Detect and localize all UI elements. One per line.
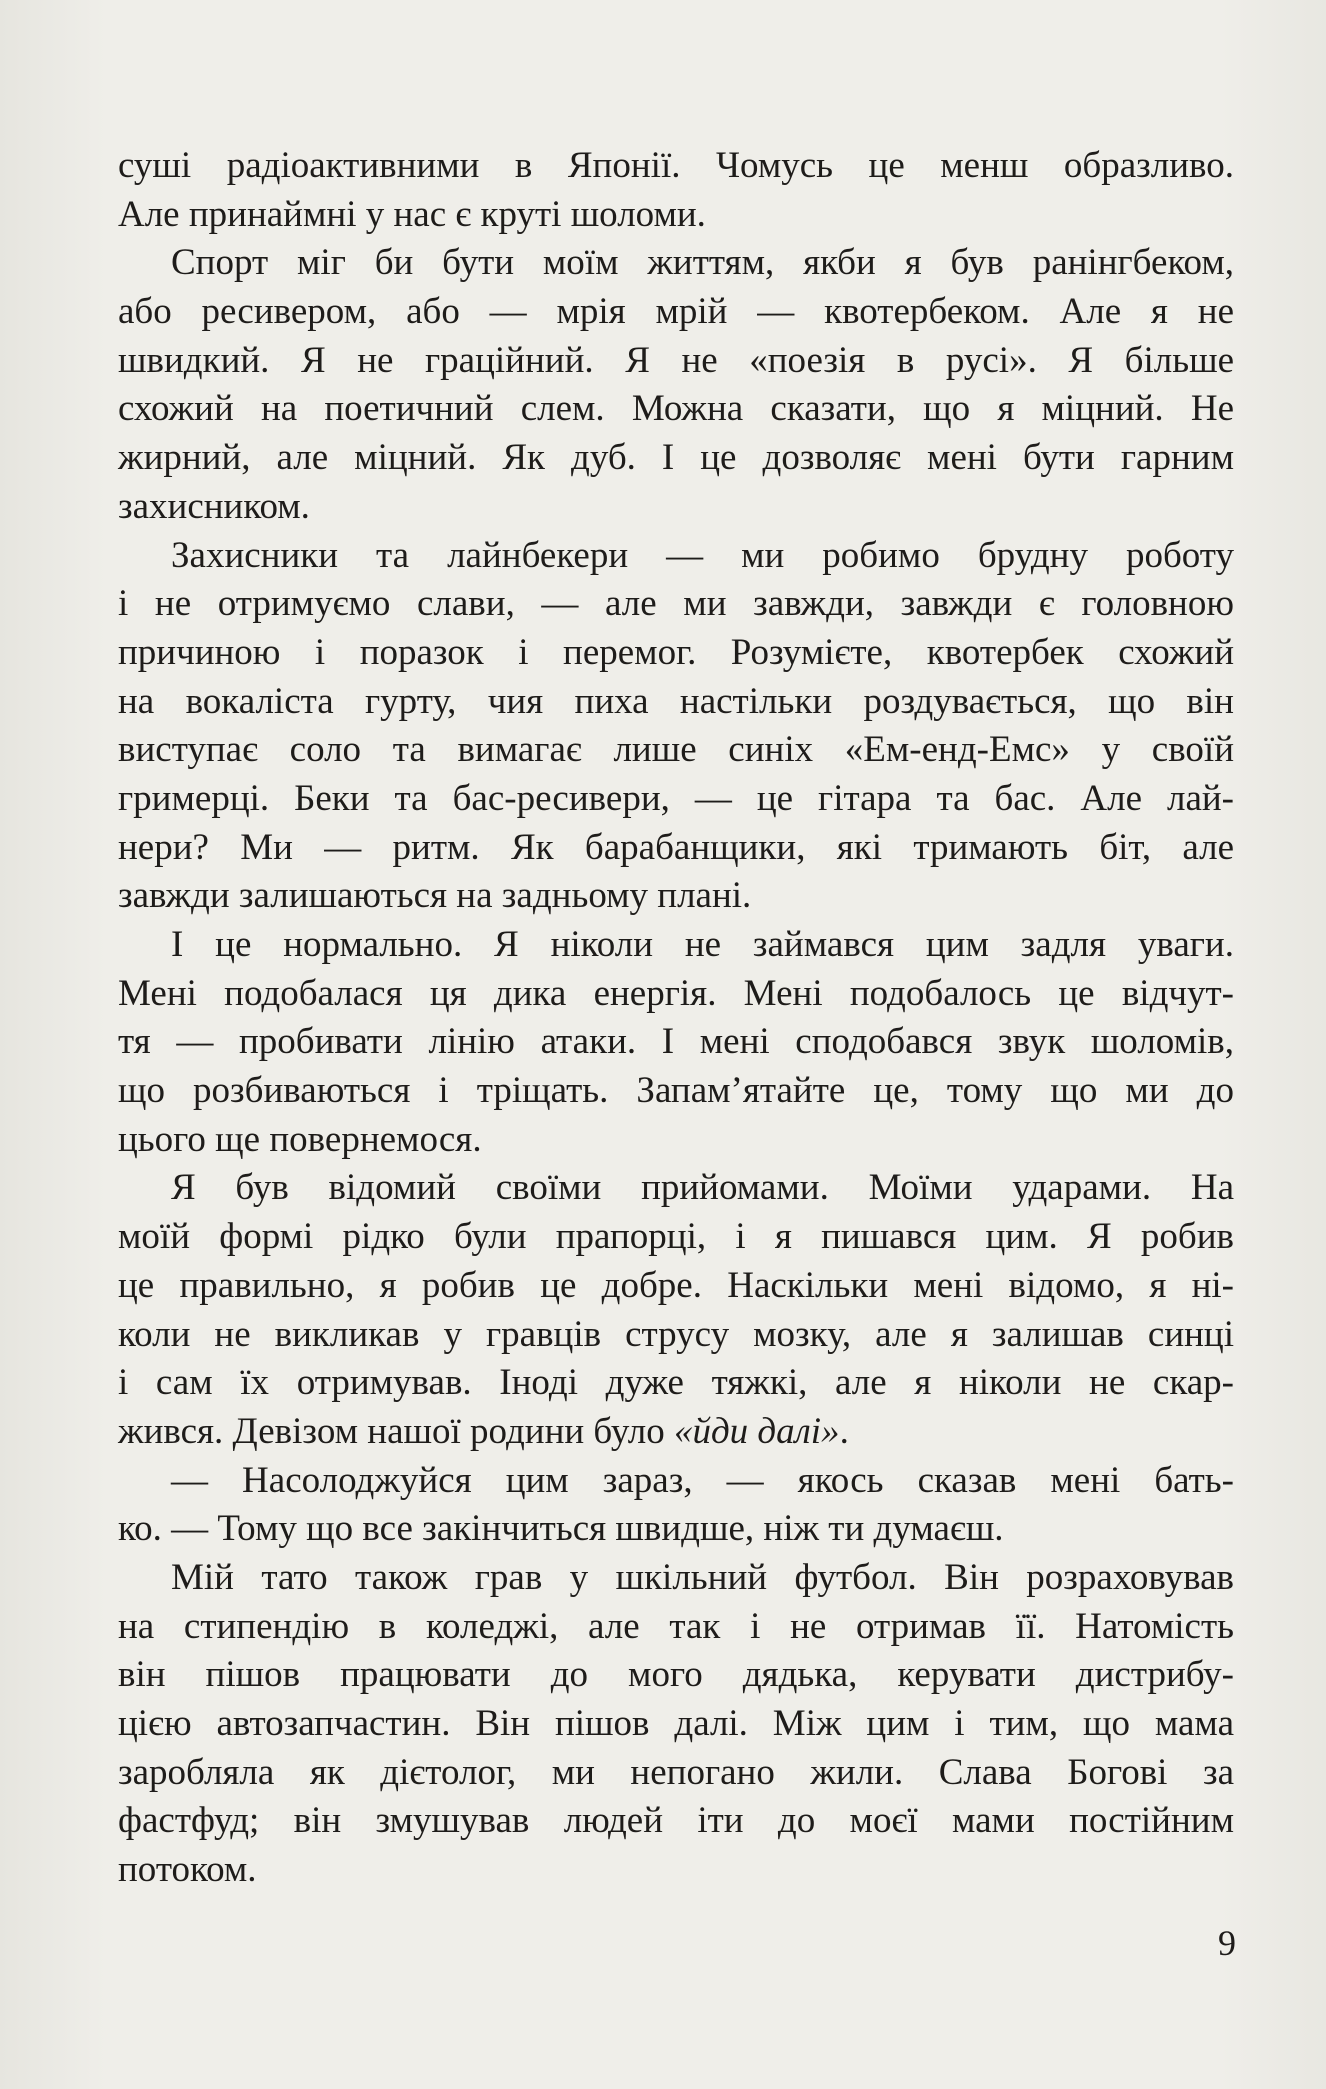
text-line: Спорт міг би бути моїм життям, якби я був ранінгбеком,: [171, 242, 1234, 284]
page-number: 9: [1218, 1923, 1236, 1963]
paragraph-4: [118, 921, 1234, 1164]
text-line: потоком.: [118, 1849, 257, 1891]
text-line: завжди залишаються на задньому плані.: [118, 875, 752, 917]
text-line: цією автозапчастин. Він пішов далі. Між цим і тим, що мама: [118, 1703, 1234, 1744]
text-line: Але принаймні у нас є круті шоломи.: [118, 193, 706, 235]
text-line: моїй формі рідко були прапорці, і я пишався цим. Я робив: [118, 1216, 1234, 1258]
text-line: що розбиваються і тріщать. Запам’ятайте це, тому що ми до: [118, 1070, 1234, 1112]
text-line: жирний, але міцний. Як дуб. І це дозволяє мені бути гарним: [118, 437, 1234, 479]
text-line: І це нормально. Я ніколи не займався цим задля уваги.: [171, 924, 1234, 965]
line-end: .: [839, 1410, 849, 1452]
paragraph-1: [118, 142, 1234, 239]
paragraph-3: [118, 532, 1234, 922]
text-line: Мені подобалася ця дика енергія. Мені подобалось це відчут-: [118, 972, 1234, 1014]
text-line: нери? Ми — ритм. Як барабанщики, які тримають біт, але: [118, 826, 1234, 868]
text-line: заробляла як дієтолог, ми непогано жили. Слава Богові за: [118, 1751, 1234, 1793]
text-line: цього ще повернемося.: [118, 1118, 482, 1160]
text-line: Захисники та лайнбекери — ми робимо брудну роботу: [171, 534, 1234, 576]
text-line: — Насолоджуйся цим зараз, — якось сказав мені бать-: [171, 1459, 1234, 1501]
text-line: причиною і поразок і перемог. Розумієте, квотербек схожий: [118, 631, 1234, 673]
text-line: або ресивером, або — мрія мрій — квотербеком. Але я не: [118, 291, 1234, 333]
text-line: гримерці. Беки та бас-ресивери, — це гітара та бас. Але лай-: [118, 777, 1234, 819]
text-line: Мій тато також грав у шкільний футбол. Він розраховував: [171, 1556, 1234, 1598]
text-line: Я був відомий своїми прийомами. Моїми ударами. На: [171, 1167, 1234, 1209]
text-line: він пішов працювати до мого дядька, керувати дистрибу-: [118, 1654, 1234, 1696]
text-line: коли не викликав у гравців струсу мозку, але я залишав синці: [118, 1313, 1234, 1355]
text-line: і сам їх отримував. Іноді дуже тяжкі, але я ніколи не скар-: [118, 1362, 1234, 1404]
paragraph-2: [118, 239, 1234, 531]
paragraph-7: [118, 1554, 1234, 1895]
text-line: ко. — Тому що все закінчиться швидше, ніж ти думаєш.: [118, 1508, 1004, 1550]
text-line: виступає соло та вимагає лише синіх «Ем-енд-Емс» у своїй: [118, 729, 1234, 771]
text-line: суші радіоактивними в Японії. Чомусь це менш образливо.: [118, 145, 1234, 186]
text-line-with-motto: [118, 1408, 1234, 1457]
text-line: тя — пробивати лінію атаки. І мені сподобався звук шоломів,: [118, 1021, 1234, 1063]
text-line: захисником.: [118, 485, 310, 527]
paragraph-5: [118, 1164, 1234, 1456]
text-line: фастфуд; він змушував людей іти до моєї мами постійним: [118, 1800, 1234, 1842]
text-line: схожий на поетичний слем. Можна сказати, що я міцний. Не: [118, 388, 1234, 430]
line-start: жився. Девізом нашої родини було: [118, 1410, 674, 1452]
family-motto: «йди далі»: [673, 1410, 840, 1452]
paragraph-6: [118, 1457, 1234, 1554]
body-text: [118, 142, 1234, 1895]
text-line: на стипендію в коледжі, але так і не отримав її. Натомість: [118, 1605, 1234, 1647]
text-line: це правильно, я робив це добре. Наскільки мені відомо, я ні-: [118, 1264, 1234, 1306]
text-line: швидкий. Я не граційний. Я не «поезія в русі». Я більше: [118, 339, 1234, 381]
text-line: на вокаліста гурту, чия пиха настільки роздувається, що він: [118, 680, 1234, 722]
text-line: і не отримуємо слави, — але ми завжди, завжди є головною: [118, 583, 1234, 625]
